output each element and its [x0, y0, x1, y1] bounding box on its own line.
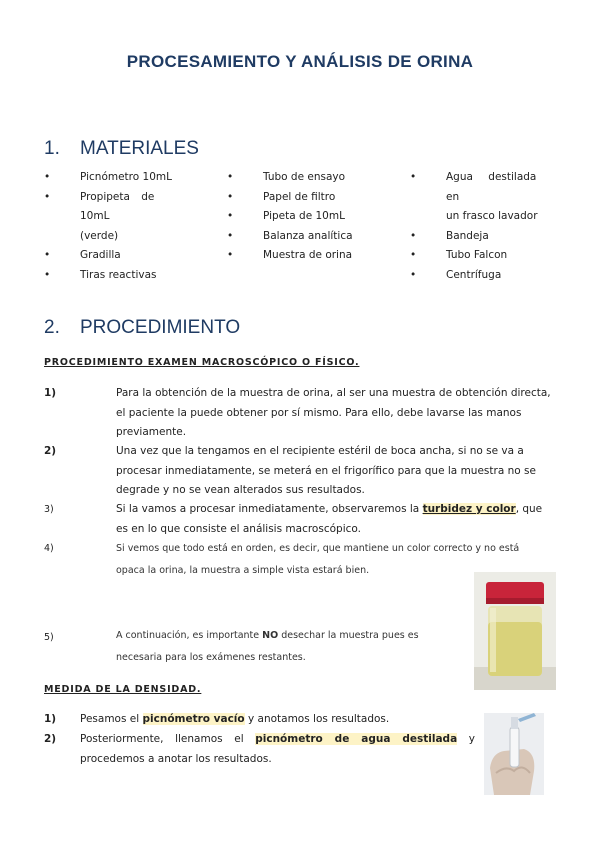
subheading-density: MEDIDA DE LA DENSIDAD. — [44, 684, 202, 695]
section-heading-materiales — [44, 138, 199, 160]
materials-column-2 — [227, 168, 377, 266]
material-item: Tiras reactivas — [80, 268, 157, 281]
highlight-picnometro-agua: picnómetro de agua destilada — [255, 733, 458, 745]
highlight-turbidez-color: turbidez y color — [422, 503, 516, 515]
density-step-2-text — [80, 730, 475, 769]
section-heading-procedimiento — [44, 317, 240, 339]
text-span: y — [457, 733, 475, 745]
bullet: • — [227, 171, 234, 183]
section-title: PROCEDIMIENTO — [80, 317, 241, 338]
step-5-text — [116, 625, 466, 669]
subheading-macroscopic: PROCEDIMIENTO EXAMEN MACROSCÓPICO O FÍSICO. — [44, 357, 360, 368]
text-span: A continuación, es importante — [116, 630, 263, 641]
text-line: degrade y no se vean alterados sus resultados. — [116, 484, 365, 496]
text-line: es en lo que consiste el análisis macroscópico. — [116, 522, 361, 535]
bullet: • — [44, 268, 51, 281]
text-line: previamente. — [116, 426, 187, 438]
material-item: Balanza analítica — [263, 229, 353, 242]
text-span: Posteriormente, llenamos el — [80, 733, 256, 745]
material-item: Papel de filtro — [263, 190, 336, 203]
bullet: • — [410, 171, 417, 183]
text-span: Si la vamos a procesar inmediatamente, observaremos la — [116, 503, 423, 515]
material-item: Gradilla — [80, 249, 121, 261]
emphasis-no: NO — [262, 630, 279, 641]
step-number: 5) — [44, 632, 54, 643]
highlight-picnometro-vacio: picnómetro vacío — [142, 713, 245, 725]
step-number: 2) — [44, 733, 57, 745]
urine-sample-photo — [474, 572, 556, 690]
text-line: procedemos a anotar los resultados. — [80, 752, 272, 765]
bullet: • — [227, 190, 234, 203]
material-item: Picnómetro 10mL — [80, 171, 172, 183]
bullet: • — [44, 171, 51, 183]
material-item: un frasco lavador — [446, 210, 538, 222]
materials-column-3 — [410, 168, 557, 285]
text-line: Una vez que la tengamos en el recipiente estéril de boca ancha, si no se va a — [116, 445, 524, 457]
step-2-text — [116, 442, 557, 501]
material-item: Centrífuga — [446, 268, 502, 281]
material-item: Propipeta de 10mL — [80, 190, 155, 222]
section-title: MATERIALES — [80, 138, 199, 159]
page-title: PROCESAMIENTO Y ANÁLISIS DE ORINA — [126, 52, 474, 71]
material-item: Tubo de ensayo — [263, 171, 346, 183]
text-line — [116, 500, 557, 520]
material-item: (verde) — [80, 229, 119, 242]
bullet: • — [227, 229, 234, 242]
text-span: desechar la muestra pues es — [278, 630, 419, 641]
text-line: necesaria para los exámenes restantes. — [116, 652, 306, 663]
text-line: Si vemos que todo está en orden, es decir, que mantiene un color correcto y no está — [116, 543, 520, 554]
material-item: Bandeja — [446, 229, 489, 242]
bullet: • — [227, 249, 234, 261]
bullet: • — [410, 229, 417, 242]
text-line: procesar inmediatamente, se meterá en el frigorífico para que la muestra no se — [116, 464, 536, 477]
step-number: 4) — [44, 543, 54, 554]
step-number: 2) — [44, 445, 57, 457]
text-line: opaca la orina, la muestra a simple vista estará bien. — [116, 565, 370, 576]
bullet: • — [44, 190, 51, 203]
density-step-1-text — [80, 710, 475, 730]
bullet: • — [410, 268, 417, 281]
text-line — [80, 730, 475, 750]
step-number: 1) — [44, 387, 57, 399]
text-line — [116, 625, 466, 647]
step-1-text — [116, 384, 557, 443]
text-line: el paciente la puede obtener por sí mismo. Para ello, debe lavarse las manos — [116, 406, 522, 419]
materials-column-1 — [44, 168, 194, 285]
bullet: • — [44, 249, 51, 261]
section-number: 2. — [44, 317, 60, 338]
material-item: Pipeta de 10mL — [263, 210, 345, 222]
bullet: • — [410, 249, 417, 261]
text-span: y anotamos los resultados. — [244, 713, 390, 725]
material-item: Muestra de orina — [263, 249, 353, 261]
text-span: , que — [515, 503, 543, 515]
text-line: Para la obtención de la muestra de orina, al ser una muestra de obtención directa, — [116, 387, 551, 399]
text-span: Pesamos el — [80, 713, 143, 725]
material-item: Agua destilada en — [446, 171, 537, 203]
bullet: • — [227, 210, 234, 222]
pycnometer-photo — [484, 713, 544, 795]
section-number: 1. — [44, 138, 60, 159]
step-number: 3) — [44, 504, 54, 515]
step-3-text — [116, 500, 557, 539]
material-item: Tubo Falcon — [446, 249, 508, 261]
step-number: 1) — [44, 713, 57, 725]
